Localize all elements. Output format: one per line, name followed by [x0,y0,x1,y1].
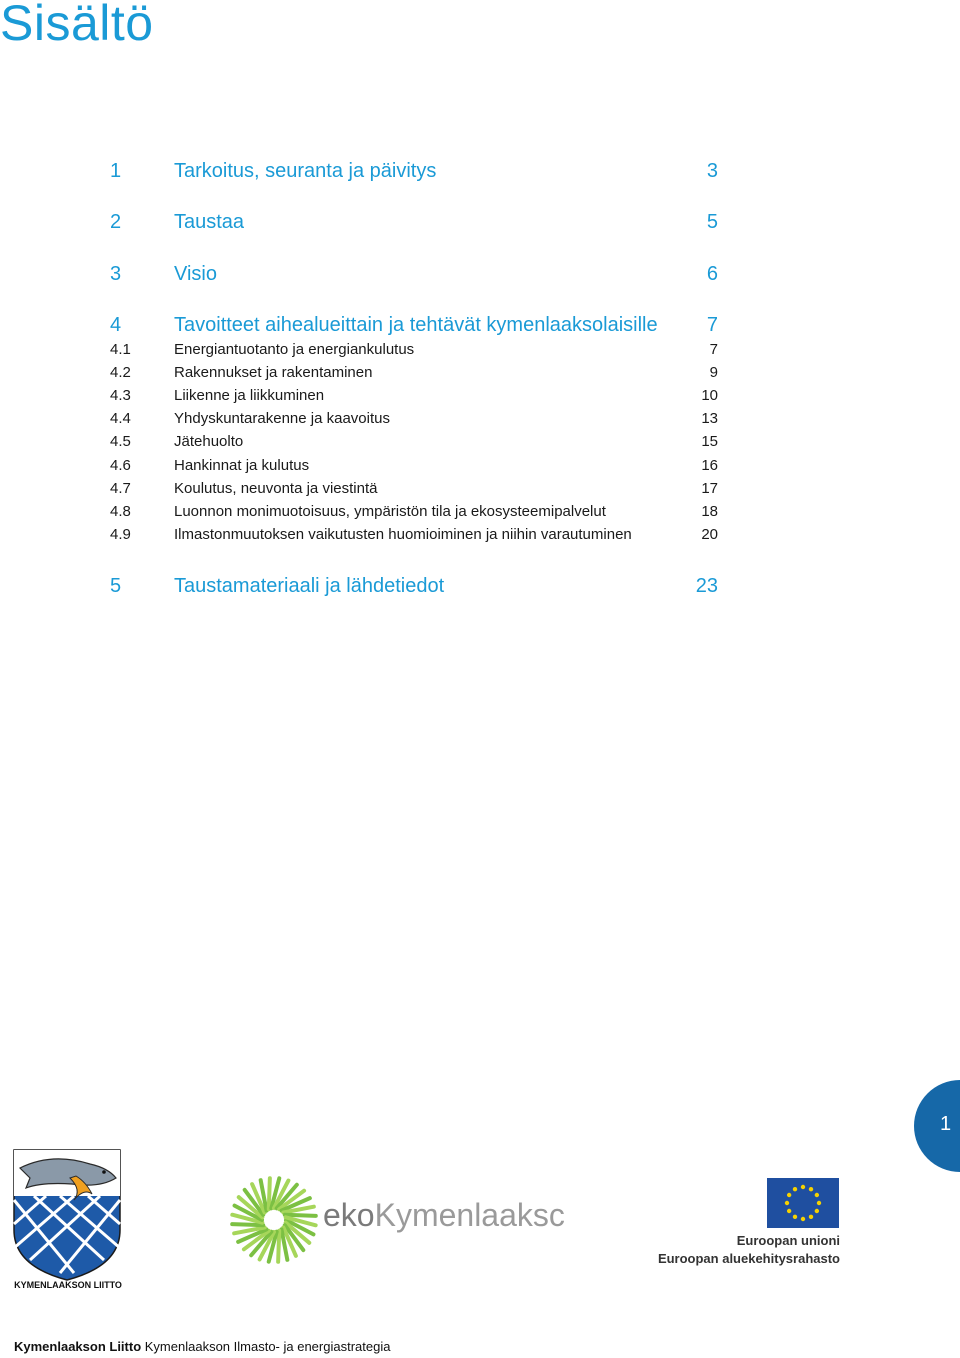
toc-entry-title: Ilmastonmuutoksen vaikutusten huomioiminen ja niihin varautuminen [174,526,632,543]
toc-entry-title: Tarkoitus, seuranta ja päivitys [174,160,437,182]
toc-entry-number: 4.1 [110,341,131,358]
toc-entry-number: 4 [110,314,122,336]
toc-entry-title: Tavoitteet aihealueittain ja tehtävät kymenlaaksolaisille [174,314,658,336]
toc-entry-page: 7 [709,341,718,358]
toc-entry-number: 4.2 [110,364,131,381]
footer [14,1339,390,1354]
sun-ray [285,1215,316,1216]
toc-entry-page: 15 [701,433,718,450]
toc-entry-number: 4.6 [110,457,131,474]
toc-entry-title: Hankinnat ja kulutus [174,457,310,474]
toc-entry-number: 4.5 [110,433,131,450]
toc-entry-title: Visio [174,263,217,285]
toc-entry-page: 16 [701,457,718,474]
sun-ray [269,1178,270,1209]
coat-of-arms-caption: KYMENLAAKSON LIITTO [14,1280,122,1290]
eko-wordmark [323,1197,565,1234]
page-title: Sisältö [0,0,154,51]
footer-org: Kymenlaakson Liitto [14,1339,142,1354]
toc-entry-number: 2 [110,211,122,233]
toc-entry-number: 3 [110,263,122,285]
toc-entry-number: 4.3 [110,387,131,404]
eu-logo [655,1178,845,1273]
eu-star [801,1185,805,1189]
toc-entry-title: Jätehuolto [174,433,244,450]
toc-entry-number: 4.8 [110,503,131,520]
ekokymenlaakso-logo [228,1175,598,1265]
toc-entry-page: 6 [706,263,718,285]
toc-entry-page: 3 [706,160,718,182]
toc-entry-number: 4.9 [110,526,131,543]
eu-star [817,1201,821,1205]
sun-burst-icon [228,1175,320,1265]
sun-ray [278,1231,279,1262]
page-number-badge [914,1080,960,1172]
toc-entry[interactable] [110,263,718,289]
toc-entry-number: 1 [110,160,122,182]
toc-entry-page: 20 [701,526,718,543]
eu-star [793,1187,797,1191]
toc-entry-page: 13 [701,410,718,427]
toc-entry[interactable] [110,211,718,237]
toc-entry-page: 5 [706,211,718,233]
toc-entry-title: Taustaa [174,211,245,233]
eu-star [801,1217,805,1221]
eu-star [809,1215,813,1219]
toc-entry-title: Yhdyskuntarakenne ja kaavoitus [174,410,390,427]
eu-star [815,1209,819,1213]
toc-entry-page: 17 [701,480,718,497]
toc-entry-page: 9 [709,364,718,381]
toc-entry-number: 5 [110,575,122,597]
toc-entry-number: 4.4 [110,410,131,427]
toc-entry-number: 4.7 [110,480,131,497]
toc-entry[interactable] [110,575,718,601]
toc-entry-title: Koulutus, neuvonta ja viestintä [174,480,378,497]
coat-of-arms-icon [12,1148,124,1293]
toc-subentry[interactable] [110,526,718,552]
eu-line-1: Euroopan unioni [736,1233,840,1248]
toc-entry-title: Rakennukset ja rakentaminen [174,364,373,381]
toc-entry-title: Luonnon monimuotoisuus, ympäristön tila ja ekosysteemipalvelut [174,503,606,520]
sun-ray [232,1224,263,1225]
toc-entry-page: 18 [701,503,718,520]
toc-entry-title: Taustamateriaali ja lähdetiedot [174,575,445,597]
toc-entry[interactable] [110,314,718,340]
toc-entry-page: 10 [701,387,718,404]
eu-star [787,1193,791,1197]
kymenlaakson-liitto-logo [12,1148,124,1293]
eko-wordmark-prefix: eko [323,1197,375,1233]
eu-star [787,1209,791,1213]
toc-entry-page: 23 [695,575,718,597]
eu-star [793,1215,797,1219]
eu-flag-icon [767,1178,839,1228]
eko-wordmark-suffix: Kymenlaaksc [374,1197,565,1233]
page-number: 1 [940,1113,952,1135]
eu-star [815,1193,819,1197]
toc-entry-title: Liikenne ja liikkuminen [174,387,325,404]
eu-star [785,1201,789,1205]
toc-entry[interactable] [110,160,718,186]
toc-subentry[interactable] [110,433,718,459]
eu-line-2: Euroopan aluekehitysrahasto [657,1251,840,1266]
toc-entry-page: 7 [706,314,718,336]
toc-entry-title: Energiantuotanto ja energiankulutus [174,341,415,358]
footer-doc: Kymenlaakson Ilmasto- ja energiastrategia [144,1339,391,1354]
eu-star [809,1187,813,1191]
